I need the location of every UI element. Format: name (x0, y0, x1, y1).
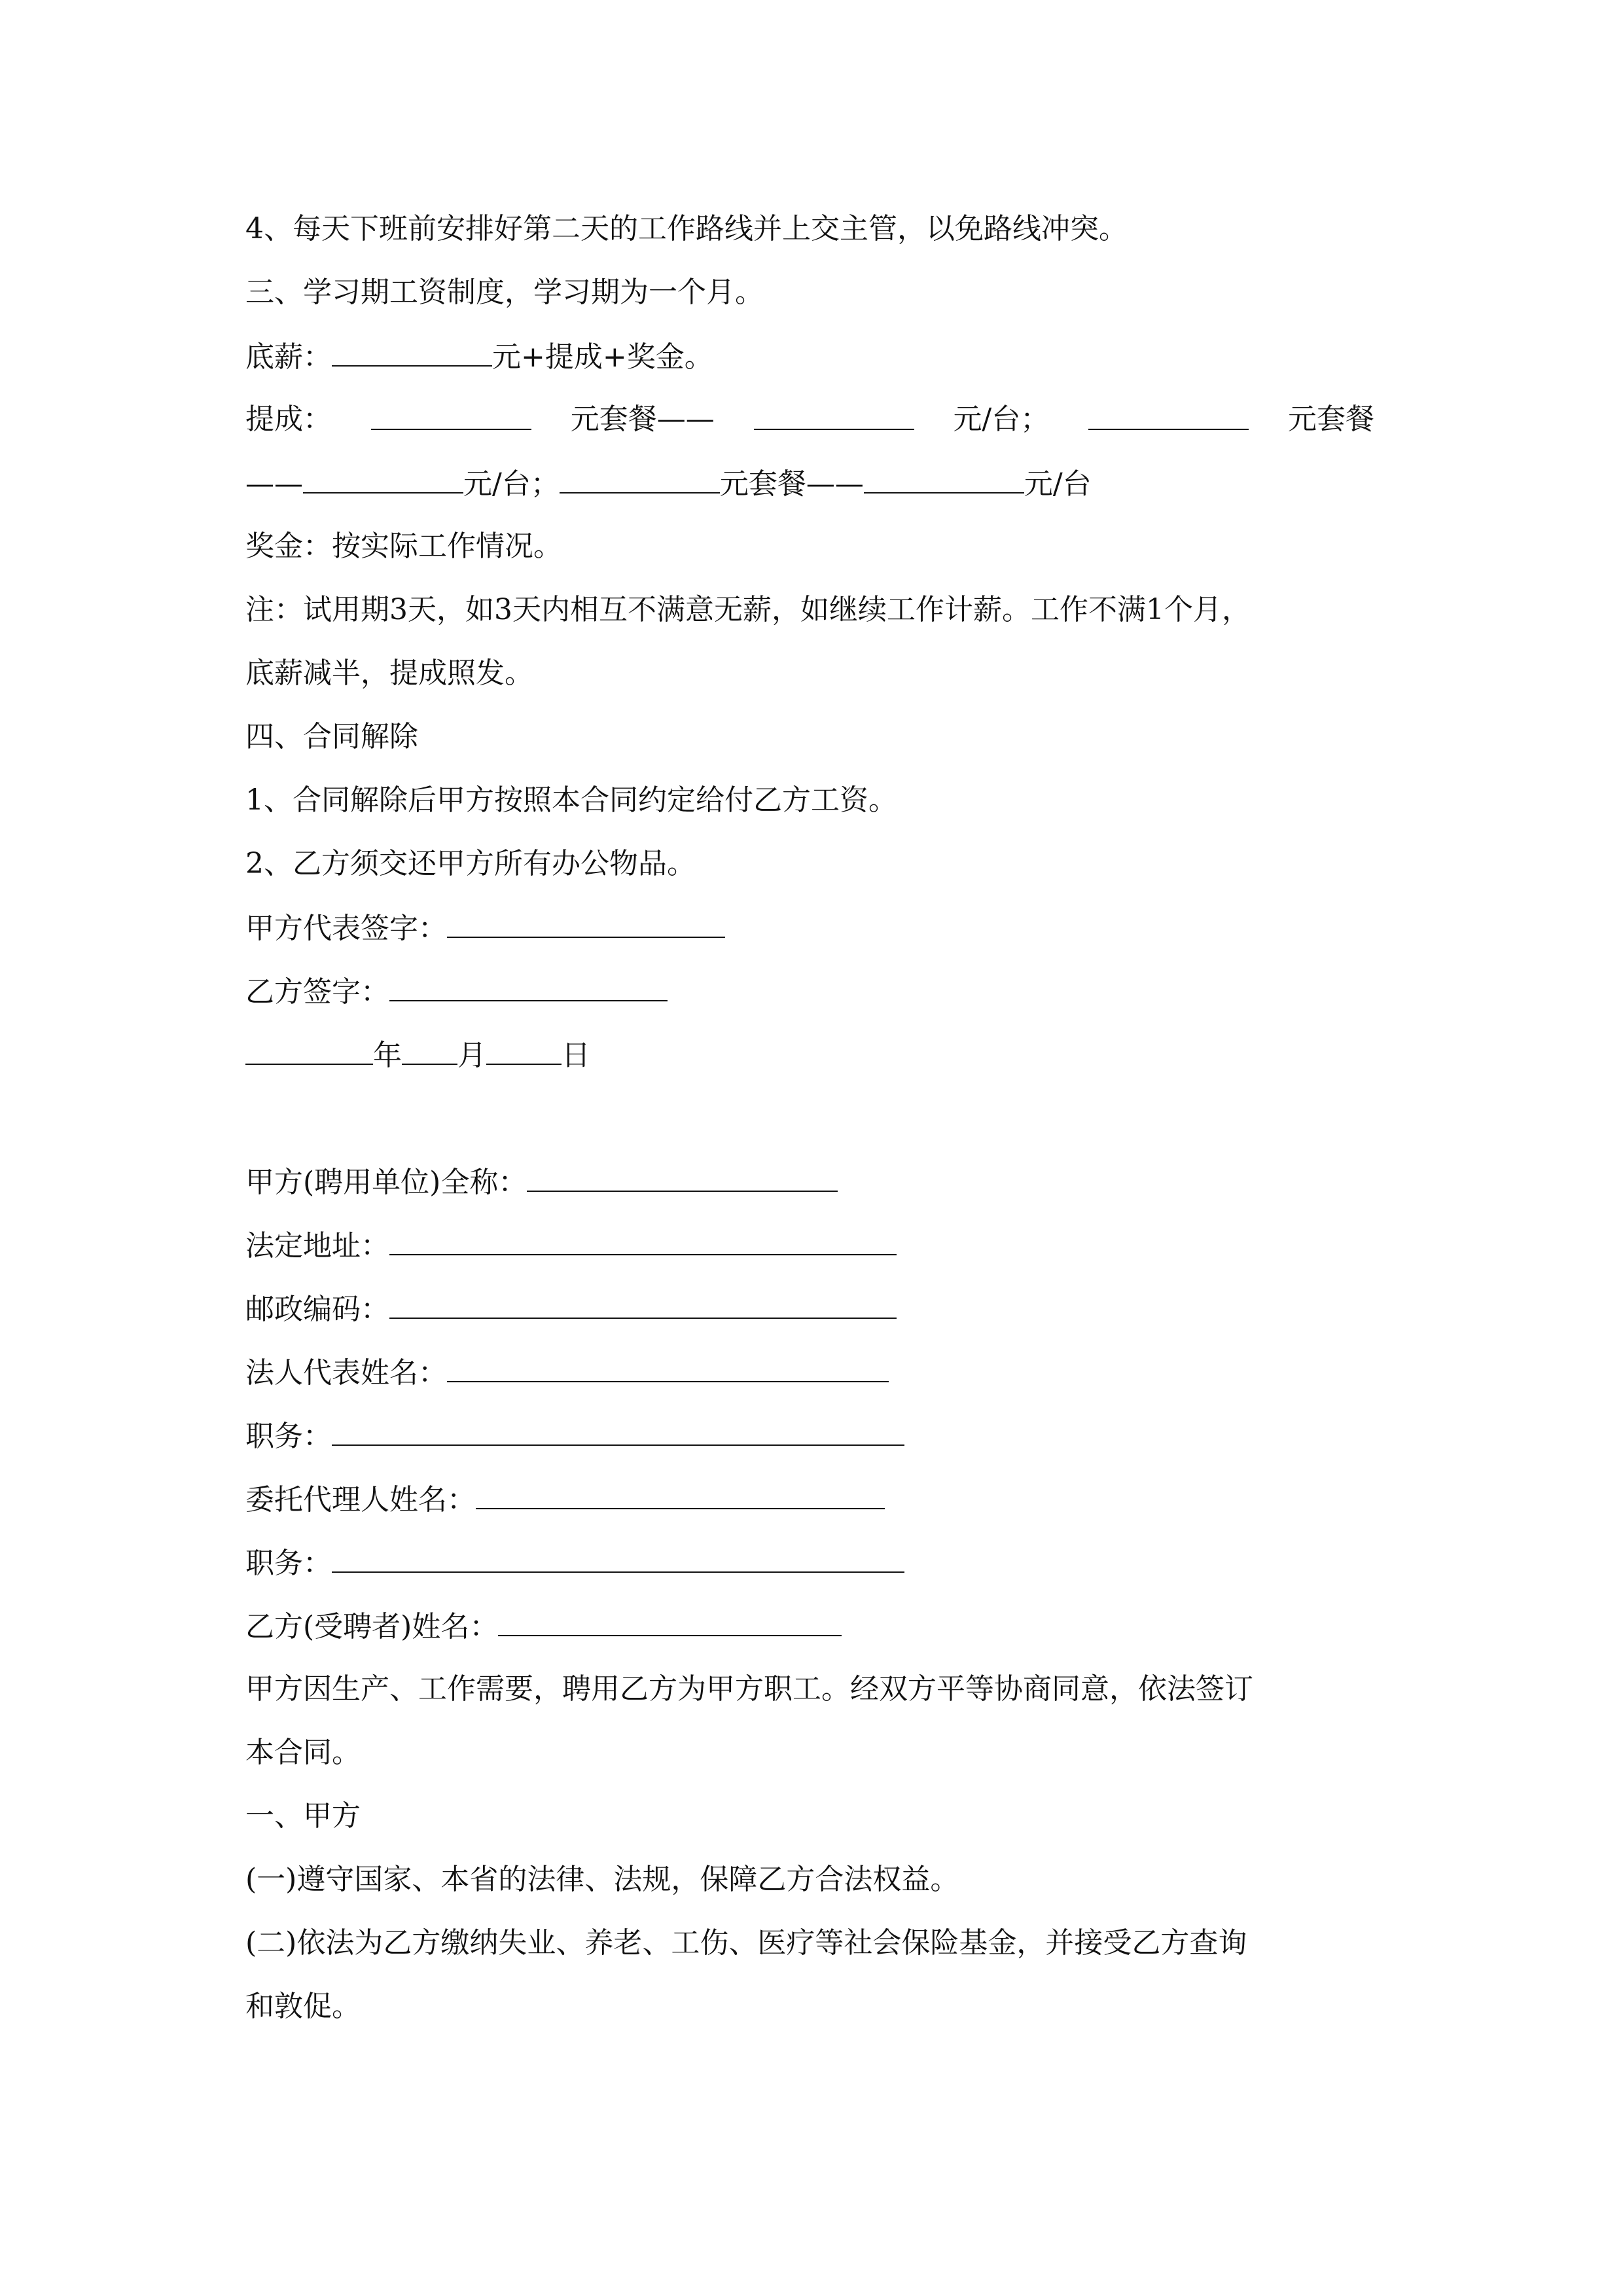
party-a-signature-blank[interactable] (447, 908, 725, 938)
legal-address-blank[interactable] (389, 1225, 897, 1255)
day-label: 日 (562, 1039, 590, 1072)
position-label-2: 职务： (245, 1547, 332, 1580)
commission-blank-3[interactable] (1088, 400, 1249, 430)
preamble-line-1: 甲方因生产、工作需要，聘用乙方为甲方职工。经双方平等协商同意，依法签订 (245, 1672, 1253, 1706)
year-blank[interactable] (245, 1035, 373, 1065)
probation-note-line-2: 底薪减半，提成照发。 (245, 656, 533, 690)
party-b-signature-label: 乙方签字： (245, 975, 389, 1009)
month-blank[interactable] (402, 1035, 457, 1065)
agent-name-line (245, 1479, 885, 1520)
legal-address-label: 法定地址： (245, 1229, 389, 1263)
postal-code-line (245, 1289, 897, 1329)
commission-dash: —— (245, 467, 303, 501)
employer-name-blank[interactable] (527, 1162, 838, 1192)
base-salary-label: 底薪： (245, 340, 332, 374)
postal-code-label: 邮政编码： (245, 1293, 389, 1326)
section-three-heading: 三、学习期工资制度，学习期为一个月。 (245, 276, 764, 309)
employer-name-label: 甲方(聘用单位)全称： (245, 1166, 527, 1199)
employee-name-line (245, 1606, 842, 1647)
preamble-line-2: 本合同。 (245, 1736, 361, 1769)
employer-name-line (245, 1162, 838, 1202)
commission-blank-2[interactable] (754, 400, 914, 430)
commission-unit-6: 元/台 (1024, 467, 1092, 501)
termination-clause-2: 2、乙方须交还甲方所有办公物品。 (245, 847, 696, 880)
postal-code-blank[interactable] (389, 1289, 897, 1319)
party-a-heading: 一、甲方 (245, 1799, 361, 1833)
party-b-signature-blank[interactable] (389, 971, 668, 1001)
legal-rep-line (245, 1352, 889, 1393)
work-route-clause: 4、每天下班前安排好第二天的工作路线并上交主管，以免路线冲突。 (245, 212, 1128, 245)
legal-rep-label: 法人代表姓名： (245, 1356, 447, 1390)
party-a-signature-label: 甲方代表签字： (245, 912, 447, 945)
commission-unit-1: 元套餐—— (570, 403, 715, 436)
base-salary-blank[interactable] (332, 336, 492, 367)
date-line (245, 1035, 590, 1075)
year-label: 年 (373, 1039, 402, 1072)
commission-label: 提成： (245, 403, 332, 436)
base-salary-line (245, 336, 713, 377)
party-b-signature-line (245, 971, 668, 1012)
bonus-line: 奖金：按实际工作情况。 (245, 529, 562, 563)
commission-blank-1[interactable] (371, 400, 531, 430)
party-a-duty-2-line-2: 和敦促。 (245, 1990, 361, 2023)
legal-address-line (245, 1225, 897, 1266)
position-blank-2[interactable] (332, 1543, 904, 1573)
commission-unit-3: 元套餐 (1287, 403, 1374, 436)
commission-blank-5[interactable] (560, 463, 720, 493)
agent-name-label: 委托代理人姓名： (245, 1483, 476, 1516)
base-salary-suffix: 元+提成+奖金。 (492, 340, 713, 374)
position-line-1 (245, 1416, 904, 1456)
position-blank-1[interactable] (332, 1416, 904, 1446)
employee-name-label: 乙方(受聘者)姓名： (245, 1610, 499, 1643)
probation-note-line-1: 注：试用期3天，如3天内相互不满意无薪，如继续工作计薪。工作不满1个月， (245, 593, 1251, 626)
commission-unit-4: 元/台； (463, 467, 560, 501)
legal-rep-blank[interactable] (447, 1352, 889, 1382)
position-line-2 (245, 1543, 904, 1583)
termination-clause-1: 1、合同解除后甲方按照本合同约定给付乙方工资。 (245, 783, 897, 817)
commission-line-2 (245, 463, 1092, 504)
month-label: 月 (457, 1039, 486, 1072)
commission-unit-2: 元/台； (953, 403, 1050, 436)
party-a-duty-2-line-1: (二)依法为乙方缴纳失业、养老、工伤、医疗等社会保险基金，并接受乙方查询 (245, 1926, 1247, 1960)
day-blank[interactable] (486, 1035, 562, 1065)
party-a-duty-1: (一)遵守国家、本省的法律、法规，保障乙方合法权益。 (245, 1863, 959, 1896)
agent-name-blank[interactable] (476, 1479, 885, 1509)
section-four-heading: 四、合同解除 (245, 720, 418, 753)
commission-blank-6[interactable] (864, 463, 1024, 493)
commission-line-1 (245, 400, 1374, 439)
party-a-signature-line (245, 908, 725, 948)
position-label-1: 职务： (245, 1420, 332, 1453)
commission-blank-4[interactable] (303, 463, 463, 493)
commission-unit-5: 元套餐—— (719, 467, 864, 501)
employee-name-blank[interactable] (498, 1606, 842, 1636)
